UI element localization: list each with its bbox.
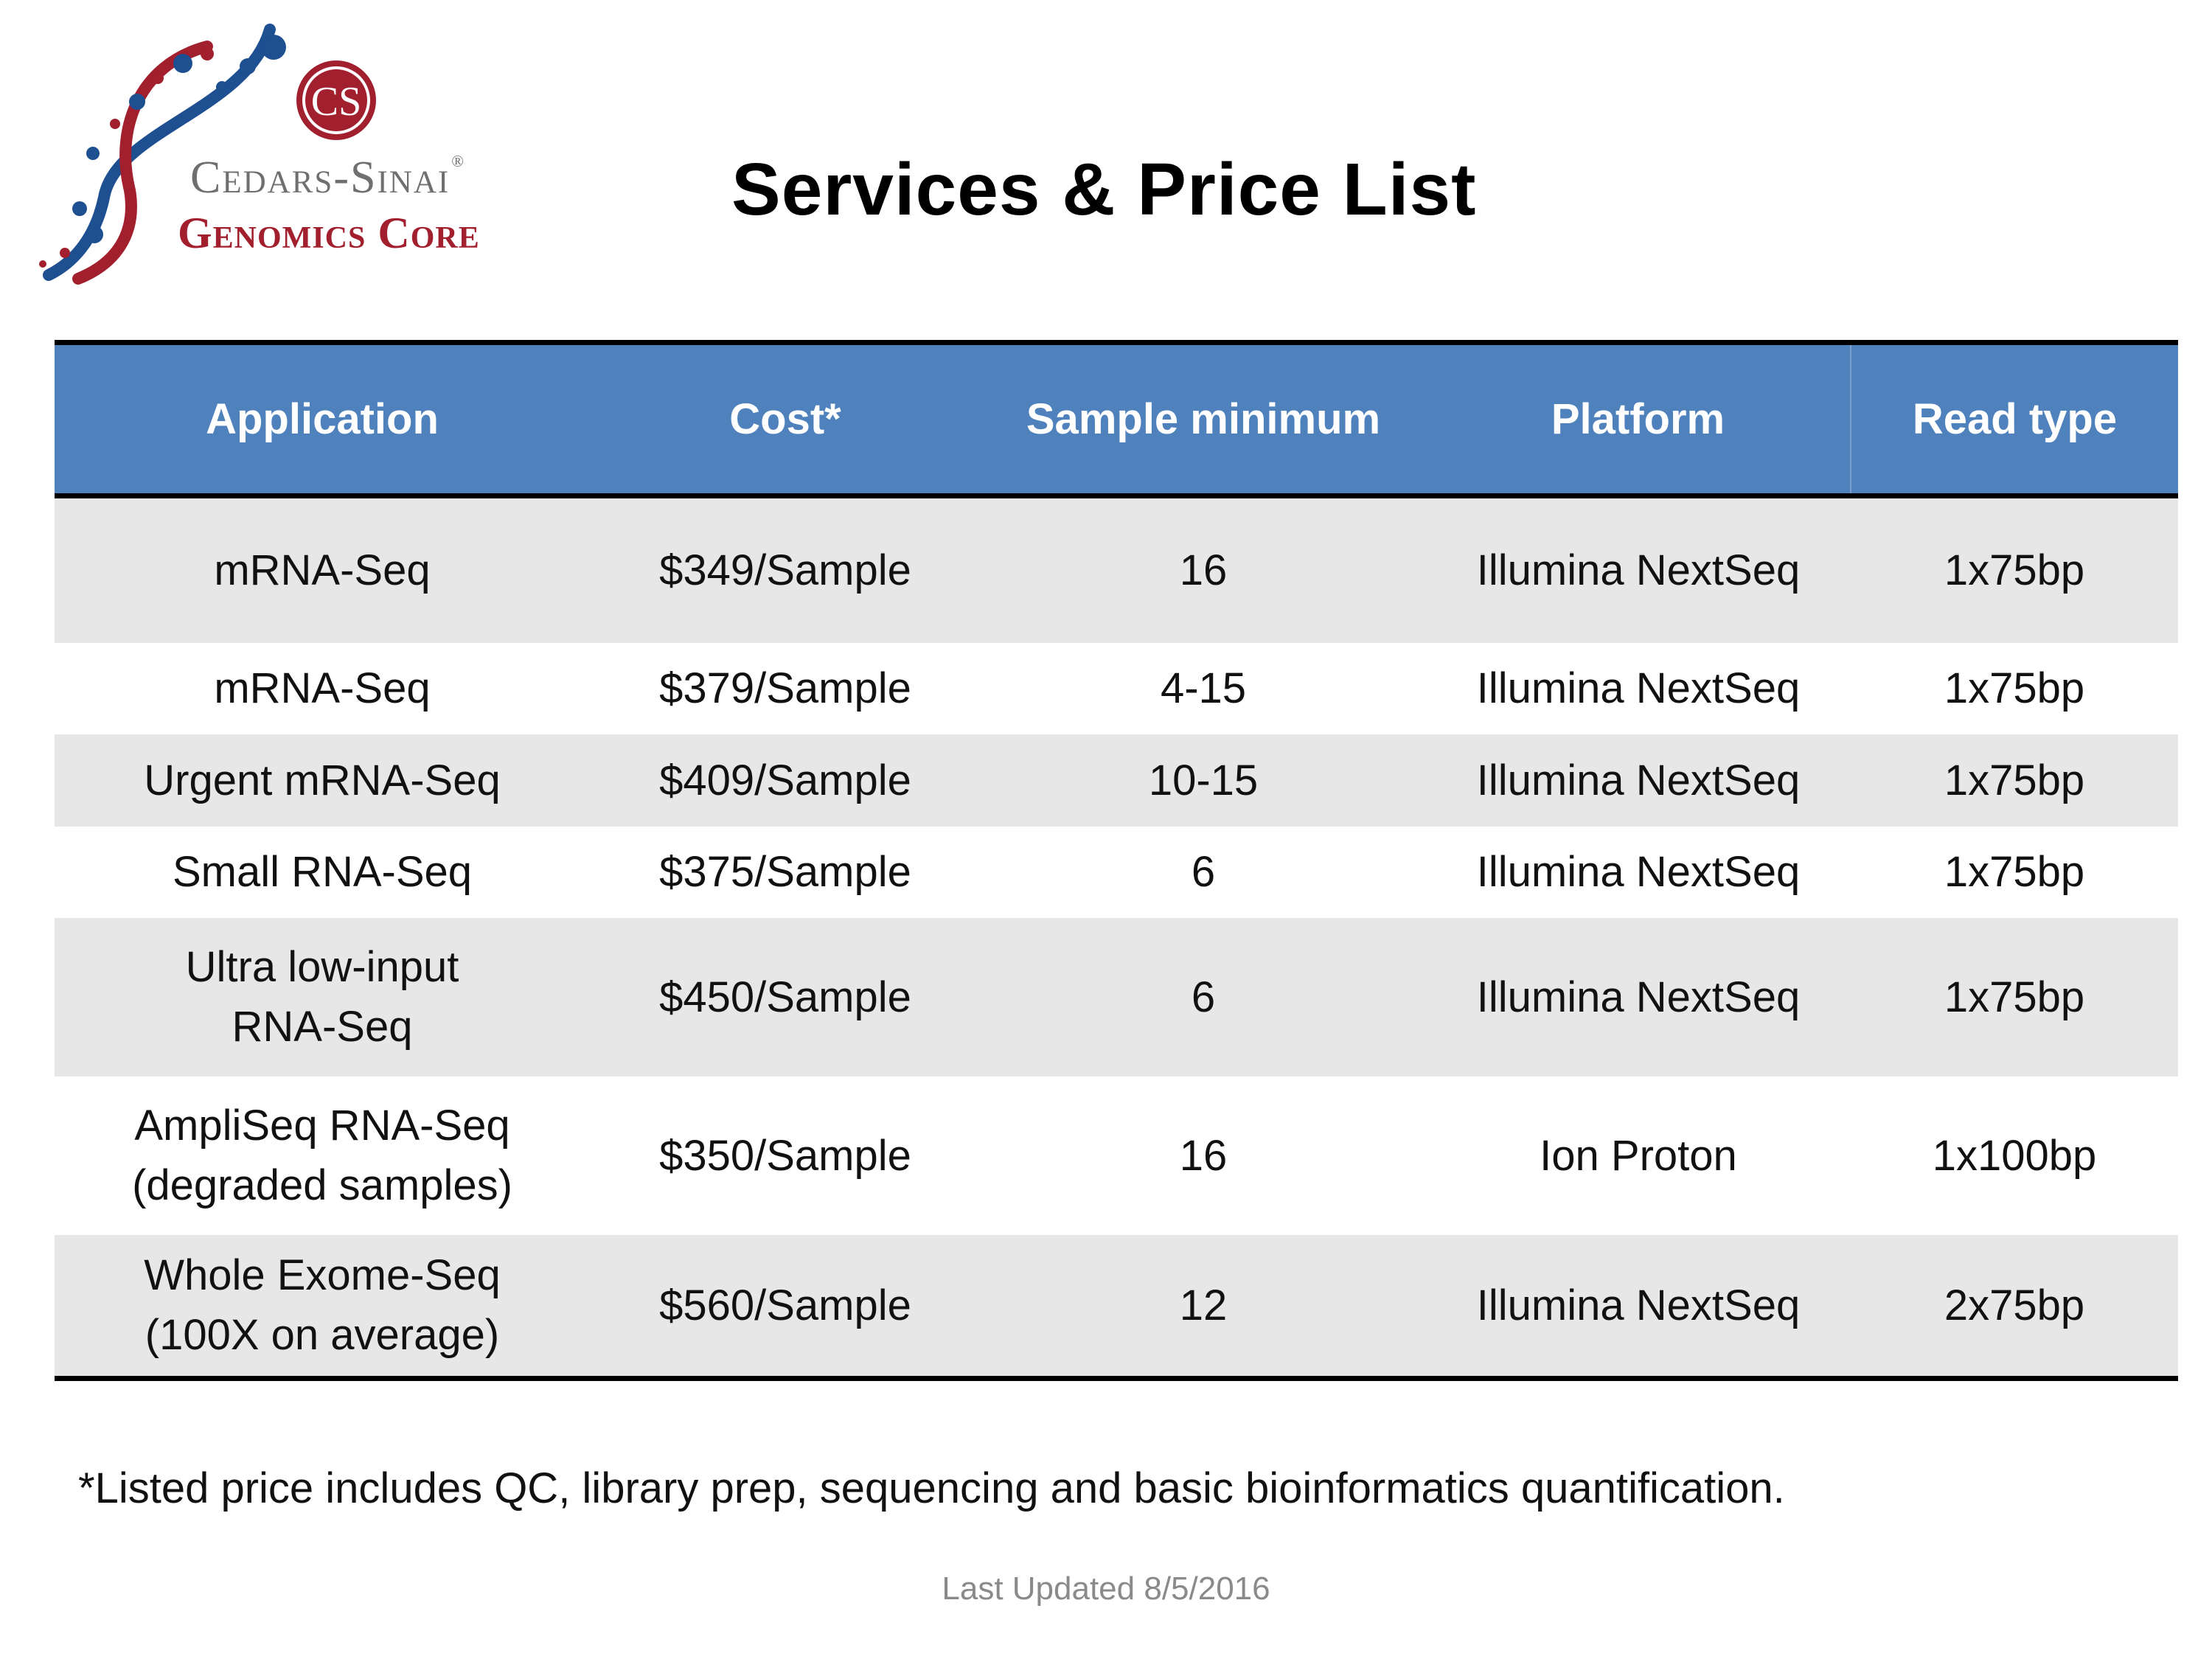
cell-sample-minimum: 6 (981, 918, 1426, 1077)
table-row (55, 827, 2178, 918)
cell-read-type: 1x75bp (1851, 496, 2178, 643)
cedars-sinai-genomics-core-logo (27, 21, 498, 286)
cell-platform: Illumina NextSeq (1426, 918, 1851, 1077)
column-header-read-type: Read type (1851, 343, 2178, 496)
cell-read-type: 2x75bp (1851, 1235, 2178, 1379)
cell-read-type: 1x75bp (1851, 827, 2178, 918)
cell-application-line2: (100X on average) (145, 1311, 500, 1360)
price-footnote: *Listed price includes QC, library prep, sequencing and basic bioinformatics quantification. (78, 1464, 1785, 1512)
price-table (55, 340, 2178, 1381)
cell-cost: $349/Sample (590, 496, 981, 643)
cell-platform: Illumina NextSeq (1426, 734, 1851, 827)
logo-line1 (190, 152, 465, 204)
logo-line2: Genomics Core (178, 209, 480, 257)
cell-application: mRNA-Seq (55, 643, 590, 734)
table-row (55, 1235, 2178, 1379)
column-header-platform: Platform (1426, 343, 1851, 496)
registered-mark: ® (451, 152, 465, 170)
logo-monogram: CS (310, 79, 362, 125)
cell-sample-minimum: 16 (981, 496, 1426, 643)
cell-application (55, 918, 590, 1077)
cell-platform: Ion Proton (1426, 1077, 1851, 1235)
cell-read-type: 1x75bp (1851, 643, 2178, 734)
cell-cost: $560/Sample (590, 1235, 981, 1379)
table-row (55, 643, 2178, 734)
table-row (55, 734, 2178, 827)
cell-read-type: 1x75bp (1851, 918, 2178, 1077)
column-header-application: Application (55, 343, 590, 496)
cell-sample-minimum: 16 (981, 1077, 1426, 1235)
cell-cost: $350/Sample (590, 1077, 981, 1235)
cell-application-line2: RNA-Seq (232, 1003, 413, 1051)
cell-platform: Illumina NextSeq (1426, 827, 1851, 918)
cell-application-line1: AmpliSeq RNA-Seq (134, 1102, 510, 1150)
table-row (55, 918, 2178, 1077)
cell-cost: $409/Sample (590, 734, 981, 827)
column-header-sample-minimum: Sample minimum (981, 343, 1426, 496)
logo-line1-text: Cedars-Sinai (190, 153, 451, 203)
table-row (55, 496, 2178, 643)
cell-read-type: 1x75bp (1851, 734, 2178, 827)
cell-sample-minimum: 4-15 (981, 643, 1426, 734)
cell-application (55, 1077, 590, 1235)
cell-sample-minimum: 6 (981, 827, 1426, 918)
column-header-cost: Cost* (590, 343, 981, 496)
cell-application: Small RNA-Seq (55, 827, 590, 918)
cell-platform: Illumina NextSeq (1426, 1235, 1851, 1379)
cell-application (55, 1235, 590, 1379)
cell-cost: $450/Sample (590, 918, 981, 1077)
cell-cost: $375/Sample (590, 827, 981, 918)
table-header-row (55, 343, 2178, 496)
cell-read-type: 1x100bp (1851, 1077, 2178, 1235)
cell-application-line1: Ultra low-input (185, 943, 459, 991)
cell-platform: Illumina NextSeq (1426, 643, 1851, 734)
cell-sample-minimum: 12 (981, 1235, 1426, 1379)
cell-application-line1: Whole Exome-Seq (144, 1251, 501, 1300)
cell-cost: $379/Sample (590, 643, 981, 734)
cell-platform: Illumina NextSeq (1426, 496, 1851, 643)
cell-sample-minimum: 10-15 (981, 734, 1426, 827)
page-title: Services & Price List (731, 148, 1477, 231)
cell-application: Urgent mRNA-Seq (55, 734, 590, 827)
cell-application-line2: (degraded samples) (132, 1161, 512, 1209)
last-updated: Last Updated 8/5/2016 (942, 1571, 1270, 1607)
cell-application: mRNA-Seq (55, 496, 590, 643)
table-row (55, 1077, 2178, 1235)
